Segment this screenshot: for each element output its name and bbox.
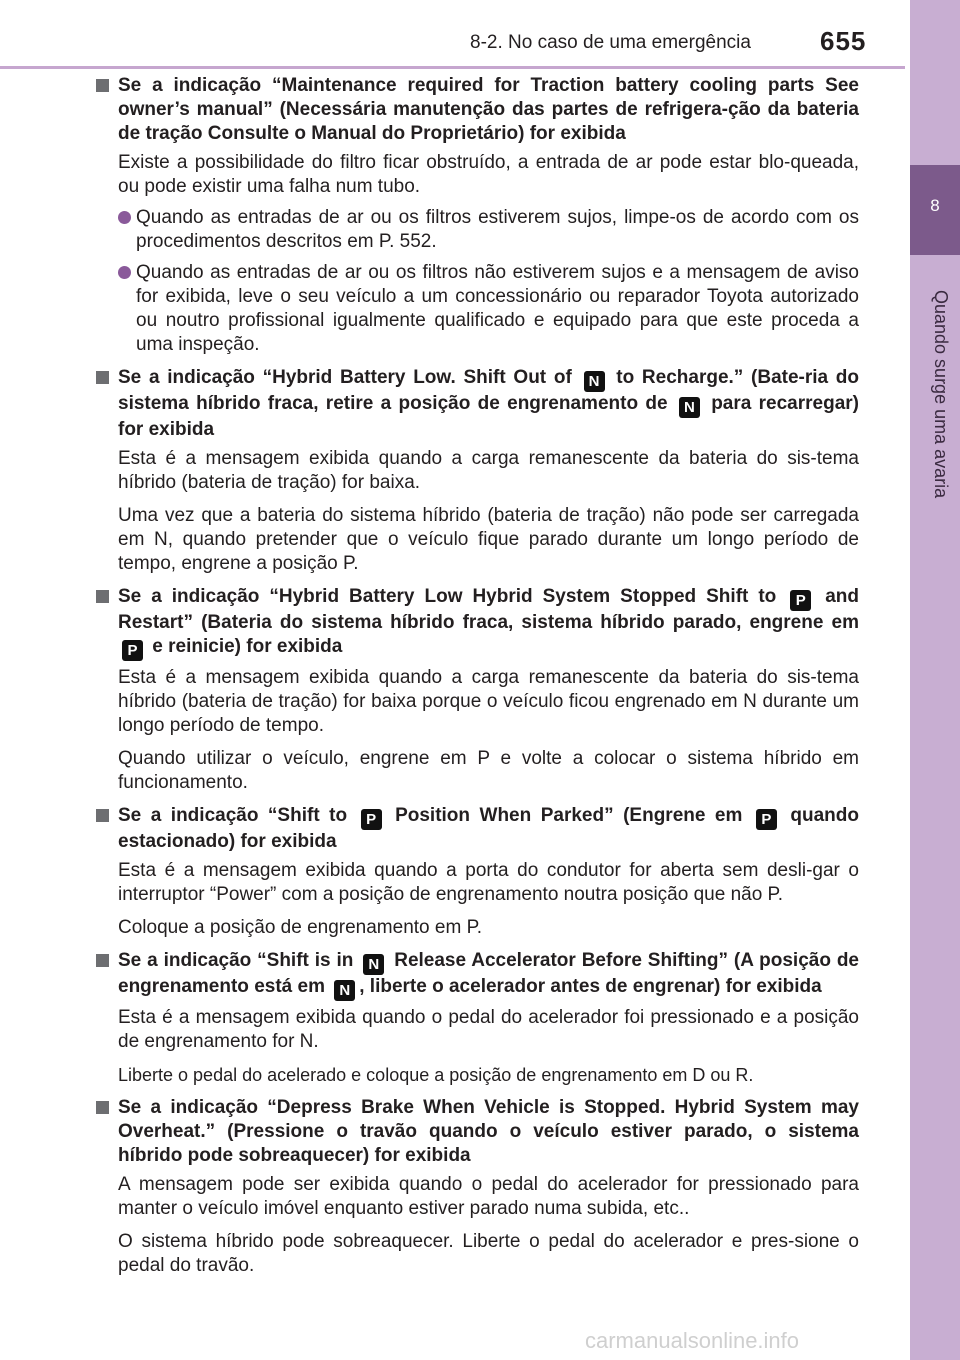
gear-p-icon: P [790,590,811,611]
section-heading [118,949,859,1001]
heading-text: para recarregar) for exibida [118,393,859,440]
section-hybrid-system-stopped [94,585,859,795]
bullet-item [118,206,859,254]
section-heading: Se a indicação “Maintenance required for Traction battery cooling parts See owner’s manual” (Necessária manutenção das partes de refrigera-ção da bateria de tração Consulte o Manual do Proprietário) for exibida [118,75,859,144]
section-heading [118,366,859,442]
section-square-icon [96,1101,109,1114]
bullet-dot-icon [118,266,131,279]
section-square-icon [96,371,109,384]
heading-text: , liberte o acelerador antes de engrenar) for exibida [359,976,822,997]
gear-n-icon: N [679,397,700,418]
section-paragraph: Esta é a mensagem exibida quando a porta do condutor for aberta sem desli-gar o interruptor “Power” com a posição de engrenamento noutra posição que não P. [118,860,859,905]
section-shift-to-p-when-parked [94,804,859,940]
section-square-icon [96,79,109,92]
section-hybrid-battery-low-shift-out [94,366,859,576]
section-paragraph: Existe a possibilidade do filtro ficar obstruído, a entrada de ar pode estar blo-queada, ou pode existir uma falha num tubo. [118,152,859,197]
heading-text: Se a indicação “Shift is in [118,950,354,971]
section-paragraph: Coloque a posição de engrenamento em P. [118,917,483,938]
section-paragraph: Esta é a mensagem exibida quando a carga remanescente da bateria do sis-tema híbrido (bateria de tração) for baixa. [118,448,859,493]
page-number: 655 [820,26,867,56]
heading-text: Se a indicação “Hybrid Battery Low. Shift Out of [118,367,572,388]
heading-text: Se a indicação “Shift to [118,805,348,826]
heading-text: quando estacionado) for exibida [118,805,860,852]
page-content [94,74,859,1278]
chapter-number: 8 [930,196,940,215]
bullet-item [118,261,859,357]
section-paragraph: Esta é a mensagem exibida quando a carga remanescente da bateria do sis-tema híbrido (bateria de tração) for baixa porque o veículo ficou engrenado em N durante um longo período de tempo. [118,667,859,736]
section-traction-battery-cooling [94,74,859,357]
section-title: 8-2. No caso de uma emergência [470,32,751,53]
heading-text: e reinicie) for exibida [152,636,343,657]
gear-n-icon: N [363,954,384,975]
section-depress-brake [94,1096,859,1278]
page-header [0,0,905,69]
section-paragraph: A mensagem pode ser exibida quando o pedal do acelerador for pressionado para manter o veículo imóvel enquanto estiver parado numa subida, etc.. [118,1174,859,1219]
section-square-icon [96,809,109,822]
section-square-icon [96,590,109,603]
heading-text: Se a indicação “Hybrid Battery Low Hybrid System Stopped Shift to [118,586,777,607]
section-paragraph: O sistema híbrido pode sobreaquecer. Liberte o pedal do acelerador e pres-sione o pedal do travão. [118,1231,859,1276]
bullet-dot-icon [118,211,131,224]
heading-text: to Recharge.” (Bate-ria do sistema híbrido fraca, retire a posição de engrenamento de [118,367,860,414]
section-shift-is-in-n [94,949,859,1087]
section-paragraph: Esta é a mensagem exibida quando o pedal do acelerador foi pressionado e a posição de engrenamento for N. [118,1007,859,1052]
gear-n-icon: N [584,371,605,392]
section-heading [118,804,859,854]
bullet-text: Quando as entradas de ar ou os filtros não estiverem sujos e a mensagem de aviso for exibida, leve o seu veículo a um concessionário ou reparador Toyota autorizado ou noutro profissional igualmente qualificado e equipado para que este proceda a uma inspeção. [136,262,859,355]
heading-text: and Restart” (Bateria do sistema híbrido fraca, sistema híbrido parado, engrene em [118,586,860,633]
section-heading: Se a indicação “Depress Brake When Vehicle is Stopped. Hybrid System may Overheat.” (Pressione o travão quando o veículo estiver parado, o sistema híbrido pode sobreaquecer) for exibida [118,1097,859,1166]
section-paragraph: Quando utilizar o veículo, engrene em P e volte a colocar o sistema híbrido em funcionamento. [118,748,859,793]
section-paragraph: Liberte o pedal do acelerado e coloque a posição de engrenamento em D ou R. [118,1065,754,1085]
section-square-icon [96,954,109,967]
heading-text: Position When Parked” (Engrene em [395,805,743,826]
section-heading [118,585,859,661]
gear-p-icon: P [122,640,143,661]
section-paragraph: Uma vez que a bateria do sistema híbrido (bateria de tração) não pode ser carregada em N, quando pretender que o veículo fique parado durante um longo período de tempo, engrene a posição P. [118,505,859,574]
bullet-text: Quando as entradas de ar ou os filtros estiverem sujos, limpe-os de acordo com os procedimentos descritos em P. 552. [136,207,859,252]
gear-n-icon: N [334,980,355,1001]
watermark: carmanualsonline.info [585,1328,800,1353]
gear-p-icon: P [756,809,777,830]
heading-text: Release Accelerator Before Shifting” (A posição de engrenamento está em [118,950,860,997]
gear-p-icon: P [361,809,382,830]
chapter-title: Quando surge uma avaria [931,290,951,499]
